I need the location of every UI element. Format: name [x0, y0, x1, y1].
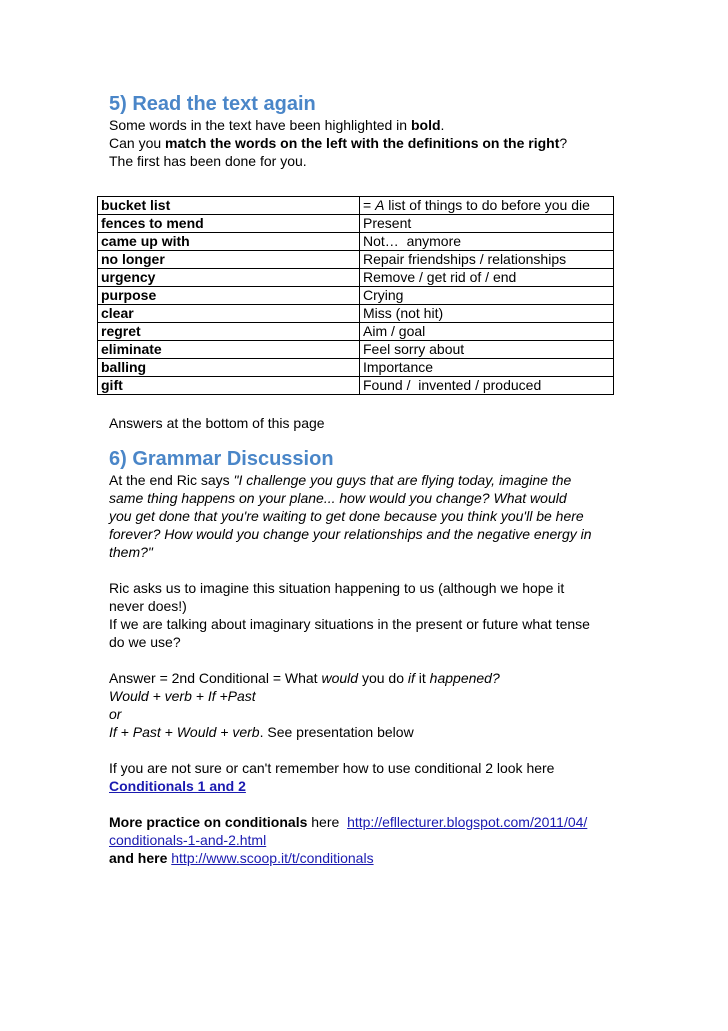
para-line: never does!)	[109, 598, 187, 614]
vocab-word: regret	[98, 323, 360, 341]
section5-line3: The first has been done for you.	[109, 153, 307, 169]
quote-line	[109, 507, 629, 525]
bold-text: and here	[109, 850, 168, 866]
vocab-definition	[360, 323, 614, 341]
para-line: If we are talking about imaginary situations in the present or future what tense	[109, 616, 590, 632]
def-text: Found / invented / produced	[363, 377, 542, 393]
italic-text: if	[407, 670, 415, 686]
vocab-definition	[360, 269, 614, 287]
vocab-row	[98, 359, 614, 377]
worksheet-page	[101, 92, 629, 867]
italic-text: or	[109, 706, 122, 722]
vocab-word: purpose	[98, 287, 360, 305]
and-here-line	[109, 849, 629, 867]
vocab-table-body	[98, 197, 614, 395]
quote-text: same thing happens on your plane... how would you change? What would	[109, 490, 567, 506]
text: . See presentation below	[259, 724, 414, 740]
answers-note: Answers at the bottom of this page	[109, 415, 325, 431]
quote-text: forever? How would you change your relationships and the negative energy in	[109, 526, 592, 542]
def-text: Importance	[363, 359, 434, 375]
bold-text: bold	[410, 117, 441, 133]
blogspot-link[interactable]: http://efllecturer.blogspot.com/2011/04/	[347, 814, 588, 830]
section5-line1	[109, 116, 629, 134]
italic-text: happened?	[429, 670, 500, 686]
vocab-word: gift	[98, 377, 360, 395]
scoop-link[interactable]: http://www.scoop.it/t/conditionals	[171, 850, 374, 866]
vocab-row	[98, 323, 614, 341]
def-text: Not… anymore	[363, 233, 462, 249]
bold-text: match the words on the left with the definitions on the right	[165, 135, 560, 151]
def-italic: A	[375, 197, 385, 213]
vocab-word: clear	[98, 305, 360, 323]
quote-line	[109, 489, 629, 507]
section6-heading: 6) Grammar Discussion	[109, 448, 334, 470]
text: it	[414, 670, 430, 686]
blogspot-link-cont[interactable]: conditionals-1-and-2.html	[109, 832, 267, 848]
def-text: list of things to do before you die	[384, 197, 590, 213]
italic-text: If + Past + Would + verb	[109, 724, 260, 740]
para-line: do we use?	[109, 634, 181, 650]
def-text: Aim / goal	[363, 323, 426, 339]
text: ?	[559, 135, 568, 151]
spacer	[109, 170, 629, 196]
vocab-row	[98, 305, 614, 323]
spacer	[109, 561, 629, 579]
vocab-row	[98, 269, 614, 287]
def-text: Present	[363, 215, 412, 231]
quote-text: you get done that you're waiting to get done because you think you'll be here	[109, 508, 584, 524]
section5-line2	[109, 134, 629, 152]
vocab-word: no longer	[98, 251, 360, 269]
quote-text: them?"	[109, 544, 153, 560]
link-continuation-line	[109, 831, 629, 849]
para-line: Ric asks us to imagine this situation happening to us (although we hope it	[109, 580, 565, 596]
vocab-row	[98, 251, 614, 269]
spacer	[109, 651, 629, 669]
notsure-line: If you are not sure or can't remember how to use conditional 2 look here	[109, 760, 555, 776]
vocab-word: urgency	[98, 269, 360, 287]
vocab-word: eliminate	[98, 341, 360, 359]
vocab-table	[97, 196, 614, 395]
vocab-definition	[360, 233, 614, 251]
text: Some words in the text have been highlighted in	[109, 117, 411, 133]
text: .	[440, 117, 445, 133]
vocab-row	[98, 233, 614, 251]
answer-line	[109, 669, 629, 687]
italic-text: would	[321, 670, 359, 686]
text: Answer = 2nd Conditional = What	[109, 670, 322, 686]
spacer	[109, 395, 629, 414]
vocab-row	[98, 197, 614, 215]
text: here	[307, 814, 348, 830]
link-line	[109, 777, 629, 795]
quote-text: "I challenge you guys that are flying today, imagine the	[233, 472, 572, 488]
vocab-definition	[360, 251, 614, 269]
bold-text: More practice on conditionals	[109, 814, 308, 830]
def-prefix: =	[363, 197, 376, 213]
section5-heading: 5) Read the text again	[109, 93, 316, 115]
vocab-word: fences to mend	[98, 215, 360, 233]
conditionals-link[interactable]: Conditionals 1 and 2	[109, 778, 246, 794]
text: you do	[358, 670, 408, 686]
vocab-definition	[360, 215, 614, 233]
def-text: Crying	[363, 287, 404, 303]
quote-line	[109, 525, 629, 543]
vocab-definition	[360, 287, 614, 305]
vocab-definition	[360, 341, 614, 359]
formula-or	[109, 705, 629, 723]
text: At the end Ric says	[109, 472, 234, 488]
formula-line	[109, 723, 629, 741]
vocab-definition	[360, 377, 614, 395]
spacer	[109, 741, 629, 759]
vocab-row	[98, 341, 614, 359]
def-text: Remove / get rid of / end	[363, 269, 517, 285]
vocab-word: bucket list	[98, 197, 360, 215]
vocab-definition	[360, 359, 614, 377]
formula-line	[109, 687, 629, 705]
vocab-row	[98, 287, 614, 305]
spacer	[109, 432, 629, 447]
more-practice-line	[109, 813, 629, 831]
text: Can you	[109, 135, 166, 151]
vocab-word: came up with	[98, 233, 360, 251]
vocab-word: balling	[98, 359, 360, 377]
spacer	[109, 795, 629, 813]
vocab-row	[98, 377, 614, 395]
quote-line	[109, 471, 629, 489]
quote-line	[109, 543, 629, 561]
def-text: Miss (not hit)	[363, 305, 444, 321]
vocab-row	[98, 215, 614, 233]
italic-text: Would + verb + If +Past	[109, 688, 256, 704]
vocab-definition	[360, 197, 614, 215]
vocab-definition	[360, 305, 614, 323]
def-text: Feel sorry about	[363, 341, 465, 357]
def-text: Repair friendships / relationships	[363, 251, 567, 267]
